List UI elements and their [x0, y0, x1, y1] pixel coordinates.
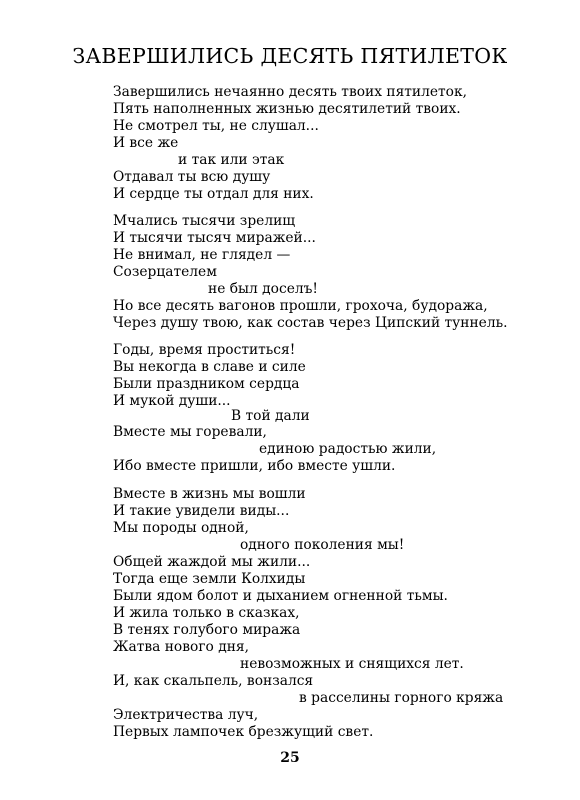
- poem-line: единою радостью жили,: [259, 441, 437, 457]
- poem-line: Отдавал ты всю душу: [113, 169, 271, 185]
- poem-line: Созерцателем: [113, 264, 217, 280]
- poem-line: И, как скальпель, вонзался: [113, 673, 314, 689]
- poem-line: Тогда еще земли Колхиды: [113, 571, 306, 587]
- poem-line: Годы, время проститься!: [113, 342, 296, 358]
- poem-line: В тенях голубого миража: [113, 622, 301, 638]
- poem-line: И сердце ты отдал для них.: [113, 186, 314, 202]
- poem-line: Были ядом болот и дыханием огненной тьмы.: [113, 588, 448, 604]
- poem-line: Пять наполненных жизнью десятилетий твоих.: [113, 101, 461, 117]
- poem-line: Общей жаждой мы жили...: [113, 554, 311, 570]
- poem-line: Не внимал, не глядел —: [113, 247, 291, 263]
- poem-line: Мы породы одной,: [113, 520, 249, 536]
- poem-line: Вместе в жизнь мы вошли: [113, 486, 306, 502]
- poem-line: и так или этак: [178, 152, 285, 168]
- poem-line: И жила только в сказках,: [113, 605, 300, 621]
- poem-title: ЗАВЕРШИЛИСЬ ДЕСЯТЬ ПЯТИЛЕТОК: [72, 44, 508, 68]
- poem-line: Мчались тысячи зрелищ: [113, 213, 296, 229]
- poem-line: Вы некогда в славе и силе: [113, 359, 306, 375]
- poem-line: в расселины горного кряжа: [299, 690, 504, 706]
- poem-line: Завершились нечаянно десять твоих пятилеток,: [113, 84, 467, 100]
- poem-line: Электричества луч,: [113, 707, 259, 723]
- poem-line: И тысячи тысяч миражей...: [113, 230, 316, 246]
- poem-line: И мукой души...: [113, 393, 231, 409]
- poem-line: И такие увидели виды...: [113, 503, 290, 519]
- poem-line: Ибо вместе пришли, ибо вместе ушли.: [113, 458, 396, 474]
- poem-line: не был доселъ!: [208, 281, 318, 297]
- poem-line: Не смотрел ты, не слушал...: [113, 118, 319, 134]
- page-number: 25: [280, 750, 300, 766]
- poem-line: Вместе мы горевали,: [113, 424, 267, 440]
- poem-line: В той дали: [231, 408, 310, 424]
- poem-line: Жатва нового дня,: [113, 639, 250, 655]
- poem-line: невозможных и снящихся лет.: [240, 656, 464, 672]
- poem-line: Но все десять вагонов прошли, грохоча, будоража,: [113, 298, 488, 314]
- poem-line: Первых лампочек брезжущий свет.: [113, 724, 374, 740]
- poem-line: одного поколения мы!: [240, 537, 405, 553]
- poem-line: Были праздником сердца: [113, 376, 300, 392]
- poem-line: Через душу твою, как состав через Ципский туннель.: [113, 315, 508, 331]
- poem-line: И все же: [113, 135, 179, 151]
